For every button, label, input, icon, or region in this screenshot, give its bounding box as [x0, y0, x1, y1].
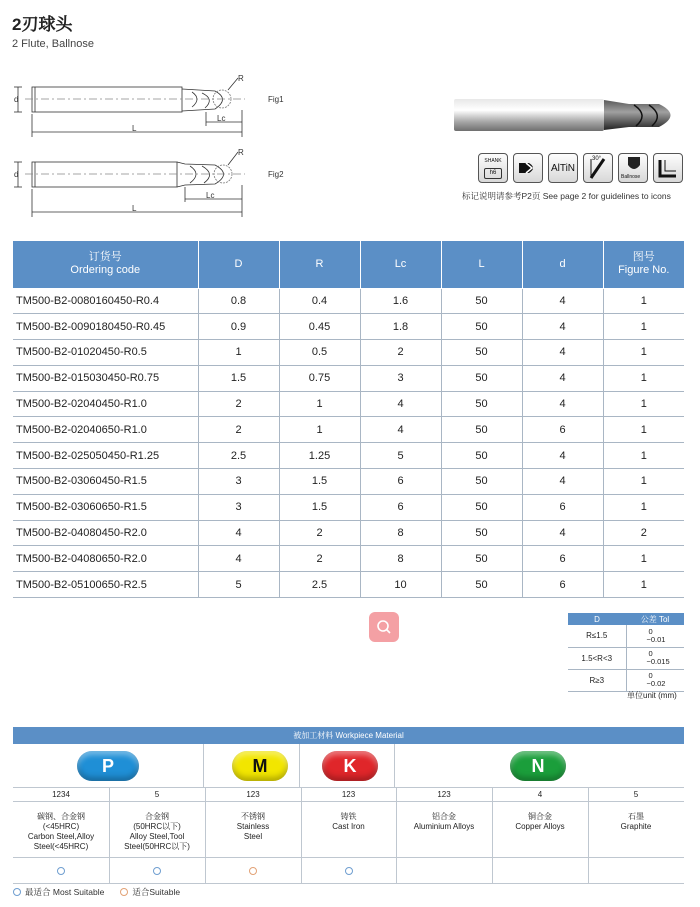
- material-name-cn: 不锈钢: [241, 812, 265, 821]
- ball-end-profile-icon: [513, 153, 543, 183]
- legend-most-label: 最适合 Most Suitable: [25, 887, 105, 897]
- cell-fig: 1: [603, 365, 684, 391]
- fig1-label: Fig1: [268, 95, 284, 104]
- material-name: [396, 802, 492, 857]
- cell-d: 6: [522, 546, 603, 572]
- icon-guideline-note: 标记说明请参考P2页 See page 2 for guidelines to icons: [462, 191, 671, 201]
- material-name: [492, 802, 588, 857]
- most-suitable-marker: [345, 867, 353, 875]
- altin-coating-icon: AlTiN: [548, 153, 578, 183]
- cell-l: 50: [441, 288, 522, 314]
- badge-row: [13, 744, 684, 788]
- material-name-en2: Alloy Steel,Tool: [129, 832, 185, 841]
- cell-l: 50: [441, 520, 522, 546]
- cell-l: 50: [441, 443, 522, 469]
- dim-Lc-label: Lc: [217, 114, 226, 123]
- suitability-row: [13, 858, 684, 884]
- material-name-cn: 石墨: [628, 812, 644, 821]
- material-name-cn: 碳钢、合金钢: [37, 812, 85, 821]
- table-row: [13, 340, 684, 366]
- cell-r: 1: [279, 391, 360, 417]
- tol-upper: 0: [648, 671, 653, 680]
- cell-lc: 3: [360, 365, 441, 391]
- cell-d: 2: [198, 417, 279, 443]
- header-D: D: [198, 241, 279, 288]
- helix-30-icon: 30°: [583, 153, 613, 183]
- tol-range: 1.5<R<3: [568, 647, 626, 669]
- search-button[interactable]: [369, 612, 399, 642]
- cell-l: 50: [441, 494, 522, 520]
- badge-n: N: [510, 751, 566, 781]
- cell-code: TM500-B2-01020450-R0.5: [13, 340, 198, 366]
- table-row: [13, 391, 684, 417]
- material-group-count: 5: [633, 790, 639, 799]
- cell-lc: 1.6: [360, 288, 441, 314]
- cell-code: TM500-B2-025050450-R1.25: [13, 443, 198, 469]
- cell-code: TM500-B2-04080450-R2.0: [13, 520, 198, 546]
- material-group-count: 4: [537, 790, 543, 799]
- cell-r: 1.25: [279, 443, 360, 469]
- material-name-cn: 铝合金: [432, 812, 456, 821]
- cell-fig: 2: [603, 520, 684, 546]
- cell-code: TM500-B2-0080160450-R0.4: [13, 288, 198, 314]
- dim-R-label: R: [238, 74, 244, 83]
- dim-Lc-label-2: Lc: [206, 191, 215, 200]
- cell-d: 0.8: [198, 288, 279, 314]
- cell-d: 3: [198, 469, 279, 495]
- tolerance-table: [568, 613, 684, 692]
- cell-code: TM500-B2-04080650-R2.0: [13, 546, 198, 572]
- material-name: [588, 802, 684, 857]
- tol-row: [568, 647, 684, 669]
- cell-code: TM500-B2-0090180450-R0.45: [13, 314, 198, 340]
- cell-d: 6: [522, 417, 603, 443]
- cell-fig: 1: [603, 572, 684, 598]
- cell-d: 4: [522, 443, 603, 469]
- table-row: [13, 469, 684, 495]
- suitable-marker: [249, 867, 257, 875]
- cell-code: TM500-B2-05100650-R2.5: [13, 572, 198, 598]
- cell-lc: 2: [360, 340, 441, 366]
- material-name-en2: Carbon Steel,Alloy: [27, 832, 95, 841]
- material-name-en1: Copper Alloys: [515, 822, 565, 831]
- technical-drawing: [10, 62, 290, 227]
- cell-lc: 10: [360, 572, 441, 598]
- table-row: [13, 572, 684, 598]
- cell-lc: 6: [360, 494, 441, 520]
- cell-code: TM500-B2-02040650-R1.0: [13, 417, 198, 443]
- badge-k: K: [322, 751, 378, 781]
- cell-code: TM500-B2-015030450-R0.75: [13, 365, 198, 391]
- header-L: L: [441, 241, 522, 288]
- cell-d: 1: [198, 340, 279, 366]
- legend: [13, 886, 180, 898]
- cell-l: 50: [441, 572, 522, 598]
- table-row: [13, 365, 684, 391]
- most-suitable-marker: [153, 867, 161, 875]
- material-name: [301, 802, 396, 857]
- tol-row: [568, 625, 684, 647]
- tol-header-D: D: [568, 613, 626, 625]
- cell-d: 0.9: [198, 314, 279, 340]
- header-d: d: [522, 241, 603, 288]
- cell-fig: 1: [603, 546, 684, 572]
- dim-R-label-2: R: [238, 148, 244, 157]
- product-table: [13, 241, 684, 598]
- cell-fig: 1: [603, 469, 684, 495]
- cell-l: 50: [441, 469, 522, 495]
- dim-d-label-2: d: [14, 170, 19, 179]
- material-name-en1: Cast Iron: [332, 822, 365, 831]
- cell-code: TM500-B2-03060650-R1.5: [13, 494, 198, 520]
- material-name-en1: Aluminium Alloys: [413, 822, 475, 831]
- cell-r: 1.5: [279, 494, 360, 520]
- cell-lc: 8: [360, 520, 441, 546]
- ballnose-icon: Ballnose: [618, 153, 648, 183]
- table-row: [13, 494, 684, 520]
- material-name-cn: 合金钢: [145, 812, 169, 821]
- table-row: [13, 520, 684, 546]
- header-R: R: [279, 241, 360, 288]
- cell-fig: 1: [603, 494, 684, 520]
- cell-lc: 8: [360, 546, 441, 572]
- table-row: [13, 288, 684, 314]
- cell-r: 0.75: [279, 365, 360, 391]
- tol-upper: 0: [648, 626, 653, 636]
- tol-value: [626, 669, 684, 691]
- cell-d: 6: [522, 572, 603, 598]
- cell-r: 2: [279, 520, 360, 546]
- tol-lower: −0.01: [646, 634, 666, 644]
- cell-fig: 1: [603, 417, 684, 443]
- material-group-count: 5: [154, 790, 160, 799]
- cell-d: 4: [522, 469, 603, 495]
- cell-r: 1: [279, 417, 360, 443]
- cell-d: 5: [198, 572, 279, 598]
- cell-d: 4: [522, 340, 603, 366]
- page-subtitle: 2 Flute, Ballnose: [12, 38, 94, 50]
- tol-range: R≥3: [568, 669, 626, 691]
- flat-corner-icon: [653, 153, 683, 183]
- table-row: [13, 546, 684, 572]
- cell-r: 1.5: [279, 469, 360, 495]
- tol-header-tol: 公差 Tol: [626, 613, 684, 625]
- cell-l: 50: [441, 391, 522, 417]
- cell-d: 3: [198, 494, 279, 520]
- cell-d: 2.5: [198, 443, 279, 469]
- product-photo: [454, 95, 684, 142]
- table-row: [13, 314, 684, 340]
- page-title: 2刃球头: [12, 15, 73, 34]
- material-group-count: 123: [246, 790, 260, 799]
- cell-d: 4: [522, 288, 603, 314]
- dim-L-label: L: [132, 124, 137, 133]
- cell-d: 4: [198, 546, 279, 572]
- material-name: [205, 802, 301, 857]
- table-header-row: [13, 241, 684, 288]
- cell-d: 4: [522, 391, 603, 417]
- tol-range: R≤1.5: [568, 625, 626, 647]
- cell-r: 0.4: [279, 288, 360, 314]
- header-Lc: Lc: [360, 241, 441, 288]
- cell-d: 4: [198, 520, 279, 546]
- material-name-row: [13, 802, 684, 858]
- cell-fig: 1: [603, 443, 684, 469]
- cell-fig: 1: [603, 314, 684, 340]
- legend-suit-label: 适合Suitable: [132, 887, 181, 897]
- cell-l: 50: [441, 546, 522, 572]
- cell-l: 50: [441, 314, 522, 340]
- badge-m: M: [232, 751, 288, 781]
- header-figure-no: 图号 Figure No.: [603, 241, 684, 288]
- tol-row: [568, 669, 684, 691]
- material-name-en1: Graphite: [620, 822, 652, 831]
- count-row: [13, 788, 684, 802]
- tol-value: [626, 647, 684, 669]
- cell-code: TM500-B2-03060450-R1.5: [13, 469, 198, 495]
- badge-p: P: [77, 751, 139, 781]
- workpiece-grid: [13, 744, 684, 884]
- table-row: [13, 443, 684, 469]
- material-name-en1: (50HRC以下): [133, 822, 181, 831]
- material-name: [109, 802, 205, 857]
- cell-lc: 4: [360, 391, 441, 417]
- fig2-label: Fig2: [268, 170, 284, 179]
- most-suitable-marker: [57, 867, 65, 875]
- cell-l: 50: [441, 340, 522, 366]
- cell-l: 50: [441, 365, 522, 391]
- tool-drawing-svg: [10, 62, 290, 222]
- material-name-cn: 铜合金: [528, 812, 552, 821]
- dim-L-label-2: L: [132, 204, 137, 213]
- dim-d-label: d: [14, 95, 19, 104]
- cell-d: 1.5: [198, 365, 279, 391]
- tol-value: [626, 625, 684, 647]
- most-suitable-marker: [13, 888, 21, 896]
- material-name-en1: Stainless: [236, 822, 270, 831]
- cell-lc: 6: [360, 469, 441, 495]
- material-name-en1: (<45HRC): [42, 822, 80, 831]
- cell-r: 2.5: [279, 572, 360, 598]
- material-name-en2: Steel: [243, 832, 263, 841]
- material-group-count: 123: [341, 790, 356, 799]
- shank-h6-icon: SHANK h6: [478, 153, 508, 183]
- cell-fig: 1: [603, 340, 684, 366]
- unit-label: 单位unit (mm): [627, 691, 677, 700]
- material-group-count: 123: [437, 790, 451, 799]
- cell-d: 4: [522, 314, 603, 340]
- cell-d: 6: [522, 494, 603, 520]
- cell-d: 4: [522, 520, 603, 546]
- cell-lc: 5: [360, 443, 441, 469]
- suitable-marker: [120, 888, 128, 896]
- cell-d: 2: [198, 391, 279, 417]
- header-ordering-code: 订货号 Ordering code: [13, 241, 198, 288]
- material-name-en3: Steel(<45HRC): [33, 842, 89, 851]
- cell-code: TM500-B2-02040450-R1.0: [13, 391, 198, 417]
- material-name-cn: 铸铁: [340, 812, 357, 821]
- table-row: [13, 417, 684, 443]
- tol-lower: −0.02: [646, 679, 666, 688]
- material-group-count: 1234: [52, 790, 70, 799]
- cell-d: 4: [522, 365, 603, 391]
- cell-r: 2: [279, 546, 360, 572]
- cell-r: 0.5: [279, 340, 360, 366]
- cell-lc: 4: [360, 417, 441, 443]
- material-name-en3: Steel(50HRC以下): [124, 842, 190, 851]
- spec-icon-row: [478, 153, 683, 183]
- tol-lower: −0.015: [646, 657, 670, 666]
- cell-lc: 1.8: [360, 314, 441, 340]
- search-icon: [375, 618, 393, 636]
- cell-l: 50: [441, 417, 522, 443]
- material-name: [13, 802, 109, 857]
- cell-r: 0.45: [279, 314, 360, 340]
- tol-upper: 0: [648, 649, 653, 658]
- cell-fig: 1: [603, 288, 684, 314]
- workpiece-header: 被加工材料 Workpiece Material: [13, 727, 684, 744]
- cell-fig: 1: [603, 391, 684, 417]
